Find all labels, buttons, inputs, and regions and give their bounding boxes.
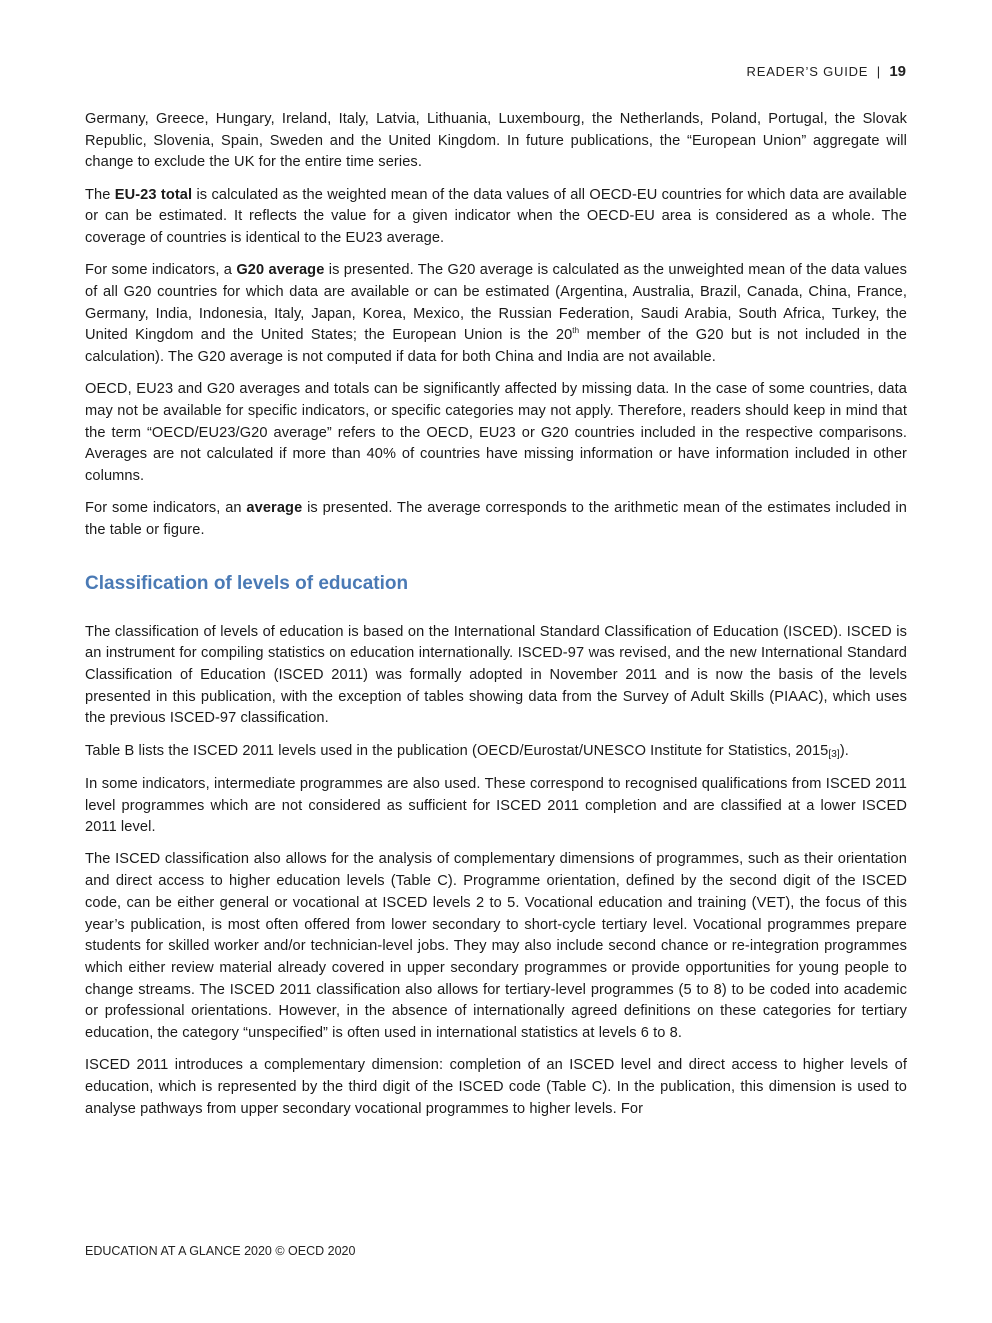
term-average: average [246,500,303,517]
reference-link[interactable]: [3] [828,748,840,760]
text-run: member of the G20 but is not included in the calculation). The G20 average is not computed if data for both China and India are not available. [85,327,907,366]
page-number: 19 [889,63,906,80]
text-run: is calculated as the weighted mean of the data values of all OECD-EU countries for which data are available or can be estimated. It reflects the value for a given indicator when the OECD-EU area is considered as a whole. The coverage of countries is identical to the EU23 average. [85,186,907,247]
superscript-th: th [572,326,580,336]
paragraph-completion: ISCED 2011 introduces a complementary dimension: completion of an ISCED level and direct access to higher levels of education, which is represented by the third digit of the ISCED code (Table C). In the publication, this dimension is used to analyse pathways from upper secondary vocational programmes to higher levels. For [85,1057,907,1117]
header-separator: | [876,64,881,79]
running-header [747,63,906,80]
paragraph-g20-average [85,260,907,369]
text-run: Table B lists the ISCED 2011 levels used in the publication (OECD/Eurostat/UNESCO Institute for Statistics, 2015 [85,742,829,759]
page-body [85,109,907,1131]
text-run: The [85,186,115,203]
paragraph-table-b [85,741,907,764]
text-run: For some indicators, an [85,500,247,517]
paragraph-missing-data: OECD, EU23 and G20 averages and totals can be significantly affected by missing data. In the case of some countries, data may not be available for specific indicators, or specific categories may not apply. Therefore, readers should keep in mind that the term “OECD/EU23/G20 average” refers to the OECD, EU23 or G20 countries included in the respective comparisons. Averages are not calculated if more than 40% of countries have missing information or have information included in other columns. [85,381,907,485]
term-eu23-total: EU-23 total [114,186,193,203]
paragraph-eu-countries: Germany, Greece, Hungary, Ireland, Italy, Latvia, Lithuania, Luxembourg, the Netherlands, Poland, Portugal, the Slovak Republic, Slovenia, Spain, Sweden and the United Kingdom. In future publications, the “European Union” aggregate will change to exclude the UK for the entire time series. [85,111,907,171]
paragraph-intermediate: In some indicators, intermediate programmes are also used. These correspond to recognised qualifications from ISCED 2011 level programmes which are not considered as sufficient for ISCED 2011 completion and are classified at a lower ISCED 2011 level. [85,775,907,836]
section-title: READER’S GUIDE [746,64,869,79]
text-run: is presented. The average corresponds to the arithmetic mean of the estimates included in the table or figure. [85,500,907,538]
text-run: For some indicators, a [85,262,237,279]
paragraph-orientation: The ISCED classification also allows for the analysis of complementary dimensions of programmes, such as their orientation and direct access to higher education levels (Table C). Programme orientation, defined by the second digit of the ISCED code, can be either general or vocational at ISCED levels 2 to 5. Vocational education and training (VET), the focus of this year’s publication, is most often offered from lower secondary to short-cycle tertiary level. Vocational programmes prepare students for skilled worker and/or technician-level jobs. They may also include second chance or re-integration programmes which either review material already covered in upper secondary programmes or provide opportunities for young people to change streams. The ISCED 2011 classification also allows for tertiary-level programmes (5 to 8) to be coded into academic or professional orientations. However, in the absence of internationally agreed definitions on these categories for tertiary education, the category “unspecified” is often used in international statistics at levels 6 to 8. [85,851,907,1042]
page-footer: EDUCATION AT A GLANCE 2020 © OECD 2020 [85,1244,356,1258]
paragraph-eu23-total [85,185,907,250]
term-g20-average: G20 average [236,262,325,279]
paragraph-average [85,498,907,541]
paragraph-isced-intro: The classification of levels of education is based on the International Standard Classification of Education (ISCED). ISCED is an instrument for compiling statistics on education internationally. ISCED-97 was revised, and the new International Standard Classification of Education (ISCED 2011) was formally adopted in November 2011 and is now the basis of the levels presented in this publication, with the exception of tables showing data from the Survey of Adult Skills (PIAAC), which uses the previous ISCED-97 classification. [85,623,907,727]
text-run: is presented. The G20 average is calculated as the unweighted mean of the data values of all G20 countries for which data are available or can be estimated (Argentina, Australia, Brazil, Canada, China, France, Germany, India, Indonesia, Italy, Japan, Korea, Mexico, the Russian Federation, Saudi Arabia, South Africa, Turkey, the United Kingdom and the United States; the European Union is the 20 [85,262,907,344]
text-run: ). [839,742,849,759]
section-heading: Classification of levels of education [85,572,409,594]
